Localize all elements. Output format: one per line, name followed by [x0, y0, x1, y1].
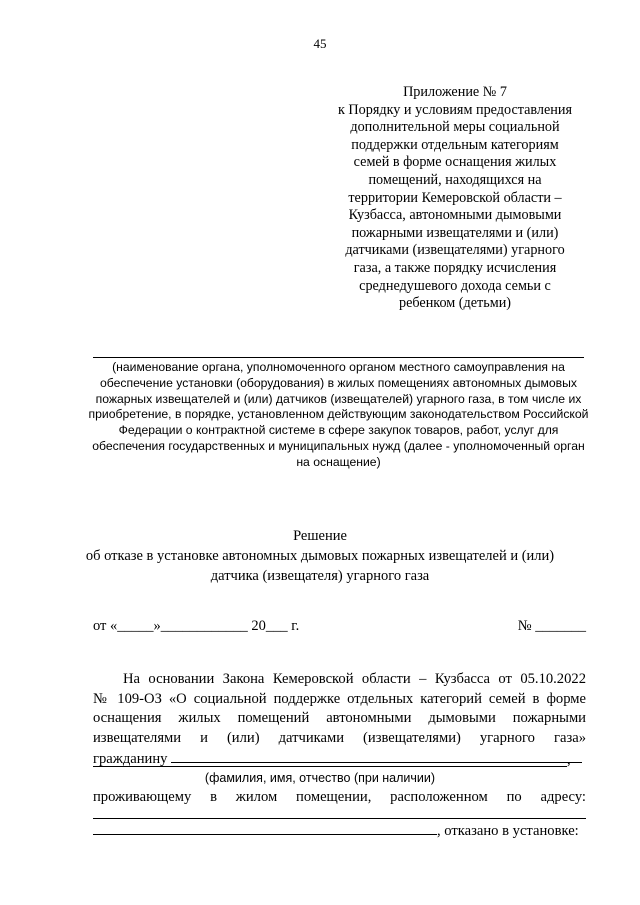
subtitle-line: об отказе в установке автономных дымовых пожарных извещателей и (или) [85, 548, 555, 564]
citizen-label: гражданину [93, 751, 168, 768]
decision-title: Решение [293, 528, 347, 544]
appendix-line: газа, а также порядку исчисления [353, 259, 557, 276]
appendix-line: семей в форме оснащения жилых [353, 154, 557, 171]
address-field-line-2 [93, 819, 437, 835]
caption-line: Федерации о контрактной системе в сфере закупок товаров, работ, услуг для [118, 423, 559, 438]
appendix-line: к Порядку и условиям предоставления [337, 101, 573, 118]
body-line: оснащения жилых помещений автономными дымовыми пожарными [93, 710, 586, 727]
caption-line: на оснащение) [296, 454, 381, 469]
appendix-line: Кузбасса, автономными дымовыми [348, 207, 562, 224]
body-line: № 109-ОЗ «О социальной поддержке отдельных категорий семей в форме [93, 690, 586, 707]
appendix-heading [330, 84, 580, 313]
appendix-line: датчиками (извещателями) угарного [345, 242, 565, 259]
decision-body [93, 670, 586, 770]
fullname-field-line [93, 766, 567, 767]
appendix-line: дополнительной меры социальной [350, 119, 560, 136]
caption-line: обеспечения государственных и муниципальных нужд (далее - уполномоченный орган [92, 438, 585, 453]
appendix-line: ребенком (детьми) [398, 295, 512, 312]
caption-line: приобретение, в порядке, установленном действующим законодательством Российской [88, 407, 589, 422]
fullname-caption: (фамилия, имя, отчество (при наличии) [204, 771, 436, 785]
organization-caption [86, 360, 591, 471]
appendix-line: поддержки отдельным категориям [351, 136, 559, 153]
number-field: № _______ [517, 618, 586, 634]
appendix-line: среднедушевого дохода семьи с [359, 277, 551, 294]
caption-line: (наименование органа, уполномоченного органом местного самоуправления на [112, 360, 565, 374]
date-field: от «_____»____________ 20___ г. [93, 618, 300, 634]
appendix-line: пожарными извещателями и (или) [351, 224, 559, 241]
appendix-line: помещений, находящихся на [368, 171, 542, 188]
fullname-comma: , [567, 752, 571, 768]
organization-name-field-line [93, 357, 584, 358]
refusal-text: , отказано в установке: [437, 823, 579, 839]
citizen-name-field-line [171, 748, 582, 763]
appendix-line: территории Кемеровской области – [348, 189, 562, 206]
address-label-line [93, 787, 586, 807]
caption-line: обеспечение установки (оборудования) в жилых помещениях автономных дымовых [99, 375, 577, 390]
subtitle-line: датчика (извещателя) угарного газа [210, 568, 430, 584]
body-line: На основании Закона Кемеровской области – Кузбасса от 05.10.2022 [123, 671, 586, 687]
caption-line: пожарных извещателей и (или) датчиков (извещателей) угарного газа, в том числе их [95, 391, 582, 406]
decision-subtitle [40, 546, 600, 586]
refusal-line [93, 819, 586, 841]
appendix-line: Приложение № 7 [403, 84, 507, 100]
address-label: проживающему в жилом помещении, расположенном по адресу: [93, 789, 586, 805]
page-number: 45 [313, 36, 327, 51]
body-line: извещателями и (или) датчиками (извещателями) угарного газа» [93, 729, 586, 746]
